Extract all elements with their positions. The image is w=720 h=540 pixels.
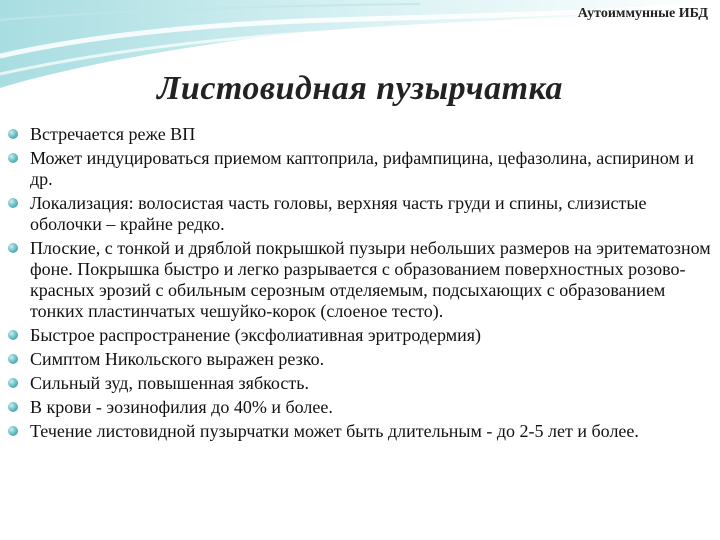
list-item <box>8 397 714 418</box>
list-item <box>8 373 714 394</box>
bullet-icon <box>8 378 18 388</box>
list-item-text: Сильный зуд, повышенная зябкость. <box>30 373 309 393</box>
list-item-text: Течение листовидной пузырчатки может быть длительным - до 2-5 лет и более. <box>30 421 639 441</box>
list-item-text: В крови - эозинофилия до 40% и более. <box>30 397 333 417</box>
list-item <box>8 193 714 235</box>
bullet-icon <box>8 198 18 208</box>
list-item-text: Встречается реже ВП <box>30 124 196 144</box>
bullet-icon <box>8 153 18 163</box>
list-item-text: Локализация: волосистая часть головы, верхняя часть груди и спины, слизистые оболочки – крайне редко. <box>30 193 647 234</box>
list-item <box>8 325 714 346</box>
bullet-icon <box>8 129 18 139</box>
section-label: Аутоиммунные ИБД <box>577 6 708 21</box>
bullet-icon <box>8 354 18 364</box>
bullet-icon <box>8 243 18 253</box>
list-item-text: Быстрое распространение (эксфолиативная эритродермия) <box>30 325 482 345</box>
list-item-text: Плоские, с тонкой и дряблой покрышкой пузыри небольших размеров на эритематозном фоне. Покрышка быстро и легко разрывается с образованием поверхностных розово-красных эрозий с обильным серозным отделяемым, подсыхающих с образованием тонких пластинчатых чешуйко-корок (слоеное тесто). <box>30 238 711 321</box>
list-item-text: Может индуцироваться приемом каптоприла, рифампицина, цефазолина, аспирином и др. <box>30 148 694 189</box>
list-item <box>8 124 714 145</box>
bullet-icon <box>8 426 18 436</box>
list-item <box>8 421 714 442</box>
list-item <box>8 238 714 322</box>
bullet-icon <box>8 330 18 340</box>
list-item-text: Симптом Никольского выражен резко. <box>30 349 325 369</box>
bullet-icon <box>8 402 18 412</box>
list-item <box>8 148 714 190</box>
bullet-list <box>8 124 714 445</box>
slide-title: Листовидная пузырчатка <box>157 70 563 107</box>
list-item <box>8 349 714 370</box>
